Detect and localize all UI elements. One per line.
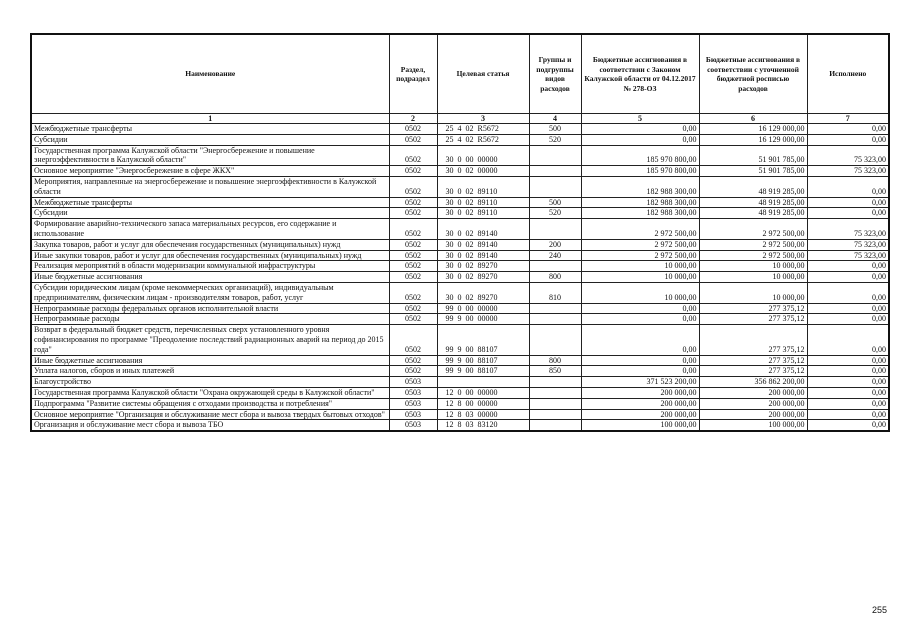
table-row [31,325,889,355]
header-refined-allocation: Бюджетные ассигнования в соответствии с уточненной бюджетной росписью расходов [699,34,807,114]
table-row [31,134,889,145]
cell-law-allocation: 100 000,00 [581,420,699,431]
table-row [31,208,889,219]
cell-target-article: 99 0 00 00000 [437,303,529,314]
cell-target-article: 30 0 02 89270 [437,272,529,283]
cell-target-article: 30 0 02 89110 [437,176,529,197]
cell-executed: 0,00 [807,134,889,145]
cell-refined-allocation: 2 972 500,00 [699,239,807,250]
cell-target-article: 30 0 02 89140 [437,239,529,250]
cell-target-article: 30 0 02 89110 [437,208,529,219]
cell-name: Подпрограмма "Развитие системы обращения с отходами производства и потребления" [31,398,389,409]
table-body [31,124,889,432]
cell-name: Возврат в федеральный бюджет средств, перечисленных сверх установленного уровня софинансирования по программе "Преодоление последствий радиационных аварий на период до 2015 года" [31,325,389,355]
table-row [31,303,889,314]
table-row [31,145,889,166]
cell-law-allocation: 0,00 [581,355,699,366]
table-row [31,398,889,409]
cell-executed: 0,00 [807,124,889,135]
table-row [31,176,889,197]
cell-refined-allocation: 277 375,12 [699,355,807,366]
cell-expense-group: 520 [529,134,581,145]
cell-name: Иные бюджетные ассигнования [31,272,389,283]
cell-target-article: 25 4 02 R5672 [437,134,529,145]
cell-target-article: 12 8 00 00000 [437,398,529,409]
cell-section: 0502 [389,355,437,366]
cell-executed: 0,00 [807,197,889,208]
cell-name: Реализация мероприятий в области модернизации коммунальной инфраструктуры [31,261,389,272]
cell-name: Иные закупки товаров, работ и услуг для обеспечения государственных (муниципальных) нужд [31,250,389,261]
cell-executed: 0,00 [807,366,889,377]
cell-law-allocation: 0,00 [581,314,699,325]
column-number: 4 [529,114,581,124]
cell-target-article: 99 9 00 88107 [437,355,529,366]
cell-section: 0502 [389,176,437,197]
header-expense-group: Группы и подгруппы видов расходов [529,34,581,114]
cell-expense-group: 500 [529,197,581,208]
cell-expense-group [529,314,581,325]
cell-law-allocation: 371 523 200,00 [581,377,699,388]
cell-expense-group: 520 [529,208,581,219]
cell-law-allocation: 0,00 [581,366,699,377]
header-law-allocation: Бюджетные ассигнования в соответствии с Законом Калужской области от 04.12.2017 № 278-ОЗ [581,34,699,114]
cell-executed: 0,00 [807,272,889,283]
cell-name: Межбюджетные трансферты [31,124,389,135]
cell-refined-allocation: 48 919 285,00 [699,197,807,208]
cell-target-article: 25 4 02 R5672 [437,124,529,135]
cell-name: Основное мероприятие "Энергосбережение в сфере ЖКХ" [31,166,389,177]
cell-section: 0502 [389,124,437,135]
header-target-article: Целевая статья [437,34,529,114]
cell-name: Иные бюджетные ассигнования [31,355,389,366]
cell-law-allocation: 182 988 300,00 [581,176,699,197]
cell-refined-allocation: 2 972 500,00 [699,250,807,261]
column-number: 5 [581,114,699,124]
cell-executed: 0,00 [807,208,889,219]
table-row [31,420,889,431]
cell-section: 0502 [389,261,437,272]
cell-executed: 0,00 [807,325,889,355]
cell-name: Уплата налогов, сборов и иных платежей [31,366,389,377]
cell-law-allocation: 2 972 500,00 [581,239,699,250]
column-number: 1 [31,114,389,124]
table-row [31,282,889,303]
cell-expense-group: 500 [529,124,581,135]
cell-law-allocation: 182 988 300,00 [581,197,699,208]
cell-target-article: 30 0 02 89140 [437,219,529,240]
cell-section: 0503 [389,387,437,398]
cell-section: 0502 [389,314,437,325]
cell-expense-group [529,325,581,355]
cell-executed: 0,00 [807,176,889,197]
cell-target-article: 12 8 03 00000 [437,409,529,420]
table-row [31,377,889,388]
column-number: 7 [807,114,889,124]
cell-expense-group: 240 [529,250,581,261]
header-executed: Исполнено [807,34,889,114]
table-row [31,366,889,377]
cell-section: 0503 [389,420,437,431]
cell-section: 0502 [389,219,437,240]
table-row [31,272,889,283]
cell-executed: 75 323,00 [807,145,889,166]
cell-target-article: 30 0 02 89270 [437,282,529,303]
cell-name: Межбюджетные трансферты [31,197,389,208]
cell-section: 0502 [389,166,437,177]
cell-section: 0502 [389,208,437,219]
cell-name: Основное мероприятие "Организация и обслуживание мест сбора и вывоза твердых бытовых отходов" [31,409,389,420]
cell-executed: 0,00 [807,282,889,303]
cell-refined-allocation: 16 129 000,00 [699,124,807,135]
cell-name: Непрограммные расходы [31,314,389,325]
cell-section: 0502 [389,134,437,145]
cell-law-allocation: 2 972 500,00 [581,219,699,240]
cell-executed: 75 323,00 [807,166,889,177]
column-number-row [31,114,889,124]
column-number: 2 [389,114,437,124]
table-row [31,124,889,135]
cell-section: 0503 [389,398,437,409]
cell-section: 0503 [389,377,437,388]
cell-expense-group [529,176,581,197]
table-row [31,409,889,420]
cell-expense-group [529,145,581,166]
cell-expense-group [529,420,581,431]
cell-refined-allocation: 277 375,12 [699,303,807,314]
cell-law-allocation: 200 000,00 [581,409,699,420]
cell-executed: 0,00 [807,420,889,431]
table-row [31,355,889,366]
cell-refined-allocation: 48 919 285,00 [699,176,807,197]
cell-executed: 0,00 [807,398,889,409]
cell-law-allocation: 10 000,00 [581,261,699,272]
table-row [31,261,889,272]
cell-name: Государственная программа Калужской области "Энергосбережение и повышение энергоэффективности в Калужской области" [31,145,389,166]
cell-target-article: 99 9 00 88107 [437,325,529,355]
cell-expense-group [529,398,581,409]
cell-executed: 0,00 [807,409,889,420]
column-number: 6 [699,114,807,124]
cell-name: Субсидии [31,134,389,145]
table-row [31,197,889,208]
cell-refined-allocation: 356 862 200,00 [699,377,807,388]
cell-name: Непрограммные расходы федеральных органов исполнительной власти [31,303,389,314]
cell-expense-group [529,303,581,314]
cell-law-allocation: 0,00 [581,303,699,314]
cell-target-article: 99 9 00 00000 [437,314,529,325]
cell-executed: 0,00 [807,377,889,388]
cell-name: Субсидии юридическим лицам (кроме некоммерческих организаций), индивидуальным предпринимателям, физическим лицам - производителям товаров, работ, услуг [31,282,389,303]
cell-section: 0502 [389,239,437,250]
cell-executed: 0,00 [807,261,889,272]
cell-refined-allocation: 16 129 000,00 [699,134,807,145]
column-number: 3 [437,114,529,124]
cell-executed: 75 323,00 [807,250,889,261]
cell-executed: 0,00 [807,314,889,325]
cell-law-allocation: 10 000,00 [581,272,699,283]
cell-expense-group [529,387,581,398]
cell-name: Организация и обслуживание мест сбора и вывоза ТБО [31,420,389,431]
cell-target-article: 30 0 02 00000 [437,166,529,177]
cell-executed: 0,00 [807,355,889,366]
cell-target-article: 30 0 02 89270 [437,261,529,272]
cell-expense-group: 810 [529,282,581,303]
cell-refined-allocation: 2 972 500,00 [699,219,807,240]
cell-expense-group: 200 [529,239,581,250]
cell-target-article: 30 0 02 89110 [437,197,529,208]
cell-refined-allocation: 10 000,00 [699,282,807,303]
cell-expense-group [529,261,581,272]
cell-refined-allocation: 200 000,00 [699,398,807,409]
cell-law-allocation: 200 000,00 [581,398,699,409]
cell-name: Субсидии [31,208,389,219]
cell-expense-group: 800 [529,272,581,283]
cell-section: 0502 [389,303,437,314]
table-row [31,250,889,261]
cell-law-allocation: 10 000,00 [581,282,699,303]
cell-refined-allocation: 277 375,12 [699,325,807,355]
cell-refined-allocation: 200 000,00 [699,409,807,420]
cell-target-article [437,377,529,388]
cell-expense-group: 850 [529,366,581,377]
cell-expense-group [529,219,581,240]
cell-name: Государственная программа Калужской области "Охрана окружающей среды в Калужской области" [31,387,389,398]
cell-refined-allocation: 277 375,12 [699,314,807,325]
cell-law-allocation: 185 970 800,00 [581,166,699,177]
cell-refined-allocation: 200 000,00 [699,387,807,398]
cell-target-article: 12 0 00 00000 [437,387,529,398]
cell-section: 0502 [389,197,437,208]
cell-refined-allocation: 100 000,00 [699,420,807,431]
cell-refined-allocation: 48 919 285,00 [699,208,807,219]
header-row [31,34,889,114]
header-section: Раздел, подраздел [389,34,437,114]
cell-expense-group: 800 [529,355,581,366]
cell-refined-allocation: 10 000,00 [699,272,807,283]
cell-name: Закупка товаров, работ и услуг для обеспечения государственных (муниципальных) нужд [31,239,389,250]
cell-law-allocation: 182 988 300,00 [581,208,699,219]
table-row [31,166,889,177]
cell-target-article: 12 8 03 83120 [437,420,529,431]
cell-target-article: 30 0 00 00000 [437,145,529,166]
cell-name: Мероприятия, направленные на энергосбережение и повышение энергоэффективности в Калужской области [31,176,389,197]
cell-executed: 0,00 [807,303,889,314]
table-row [31,387,889,398]
cell-law-allocation: 0,00 [581,124,699,135]
cell-law-allocation: 200 000,00 [581,387,699,398]
page-number: 255 [872,605,888,615]
cell-section: 0502 [389,366,437,377]
cell-executed: 75 323,00 [807,219,889,240]
cell-law-allocation: 0,00 [581,134,699,145]
header-name: Наименование [31,34,389,114]
cell-executed: 0,00 [807,387,889,398]
cell-refined-allocation: 10 000,00 [699,261,807,272]
cell-name: Формирование аварийно-технического запаса материальных ресурсов, его содержание и использование [31,219,389,240]
table-row [31,314,889,325]
cell-section: 0502 [389,250,437,261]
table-row [31,219,889,240]
cell-section: 0502 [389,325,437,355]
cell-expense-group [529,166,581,177]
cell-law-allocation: 2 972 500,00 [581,250,699,261]
cell-refined-allocation: 51 901 785,00 [699,145,807,166]
cell-law-allocation: 185 970 800,00 [581,145,699,166]
cell-section: 0502 [389,282,437,303]
table-row [31,239,889,250]
cell-expense-group [529,409,581,420]
cell-section: 0503 [389,409,437,420]
cell-expense-group [529,377,581,388]
cell-refined-allocation: 51 901 785,00 [699,166,807,177]
cell-section: 0502 [389,145,437,166]
budget-table [30,33,890,432]
cell-target-article: 30 0 02 89140 [437,250,529,261]
cell-law-allocation: 0,00 [581,325,699,355]
cell-section: 0502 [389,272,437,283]
cell-executed: 75 323,00 [807,239,889,250]
cell-name: Благоустройство [31,377,389,388]
cell-refined-allocation: 277 375,12 [699,366,807,377]
cell-target-article: 99 9 00 88107 [437,366,529,377]
